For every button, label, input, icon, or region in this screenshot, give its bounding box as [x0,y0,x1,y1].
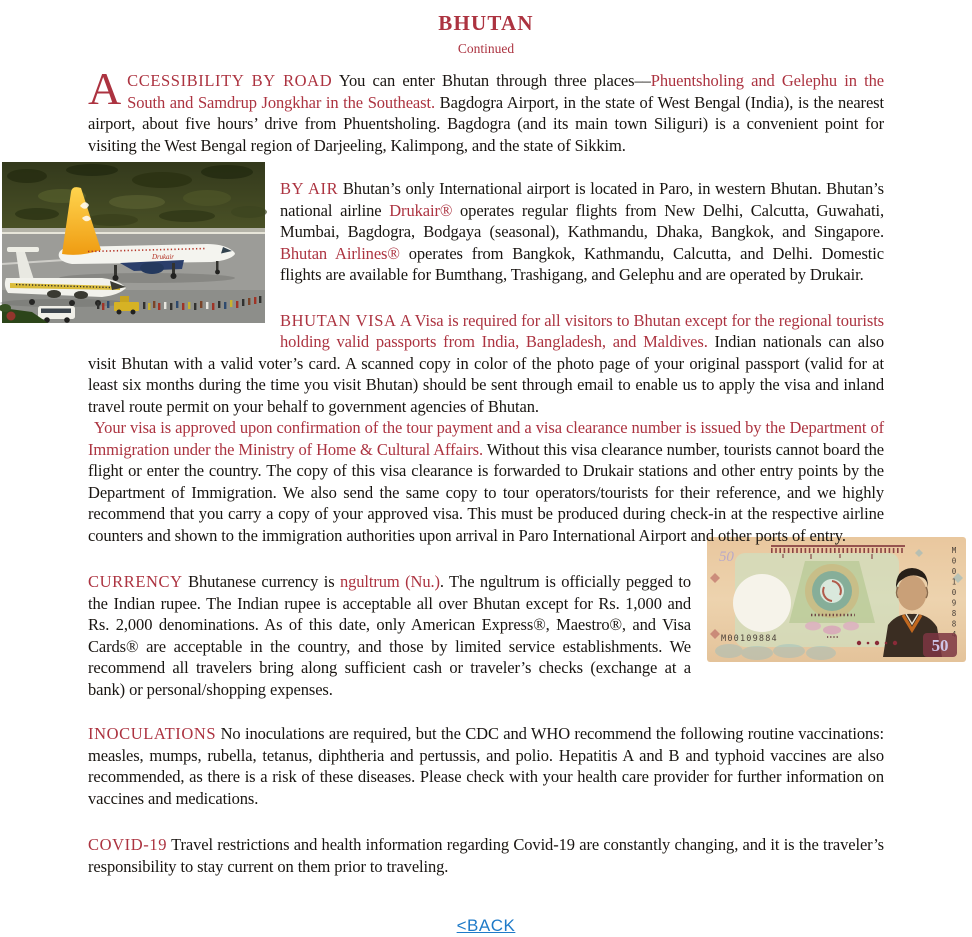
section-inoculations [88,723,884,809]
section-visa-clearance [88,417,884,546]
serial-number-vertical: M 0 0 1 0 9 8 8 [951,546,957,629]
retaining-wall [2,232,265,234]
section-heading-currency: CURRENCY [88,572,183,591]
air-body-1: Bhutan’s only International airport is located in Paro, in western Bhutan. Bhutan’s national airline [280,179,884,220]
air-body-3: operates from Bangkok, Kathmandu, Calcutta, and Delhi. Domestic flights are available for Bumthang, Trashigang, and Gelephu and are operated by Drukair. [280,243,884,284]
denomination-top-left: 50 [719,549,734,565]
visa-requirement-text: A Visa is required for all visitors to Bhutan except for the regional tourists holding valid passports from India, Bangladesh, and Maldives. [280,310,884,351]
inoculations-body: No inoculations are required, but the CDC and WHO recommend the following routine vaccinations: measles, mumps, rubella, tetanus, diphtheria and pertussis, and polio. Hepatitis A and B and typhoid vaccines are also recommended, as there is a risk of these diseases. Please check with your health care provider for further information on vaccines and medications. [88,724,884,808]
drukair-name: Drukair® [389,200,453,220]
section-heading-air: BY AIR [280,179,339,198]
covid-body: Travel restrictions and health information regarding Covid-19 are constantly changing, and it is the traveler’s responsibility to stay current on them prior to traveling. [88,835,884,876]
section-currency [88,546,957,700]
dropcap-letter: A [88,63,122,114]
page-subtitle: Continued [457,41,515,56]
airport-photo-graphic [2,162,265,323]
page-header [0,0,972,57]
aircraft-titles: Drukair [152,253,174,261]
section-covid19 [88,834,884,877]
section-heading-inoculations: INOCULATIONS [88,724,217,743]
hillside [2,162,267,230]
road-body-text: Bagdogra Airport, in the state of West Bengal (India), is the nearest airport, about five hours’ drive from Phuentsholing. Bagdogra (and its main town Siliguri) is a convenient point for visiting the West Bengal region of Darjeeling, Kalimpong, and the state of Sikkim. [88,92,884,155]
watermark-circle [733,574,791,632]
section-heading-visa: BHUTAN VISA [280,310,397,330]
visa-body-1: Indian nationals can also visit Bhutan with a valid voter’s card. A scanned copy in color of the photo page of your original passport (valid for at least six months during the time you visit Bhutan) should be sent through email to enable us to apply the visa and inland travel route permit on your behalf to government agencies of Bhutan. [88,332,884,416]
article-body [0,57,972,937]
road-lead-text: You can enter Bhutan through three places–– [332,71,651,90]
air-body-2: operates regular flights from New Delhi, Calcutta, Guwahati, Mumbai, Bagdogra, Bodgaya (seasonal), Kathmandu, Dhaka, Bangkok, and Singapore. [280,200,884,241]
back-link[interactable]: <BACK [456,916,516,935]
section-bhutan-visa [88,310,884,418]
denomination-value: 50 [931,636,949,655]
bhutan-airlines-name: Bhutan Airlines® [280,243,400,263]
currency-body-2: . The ngultrum is officially pegged to the Indian rupee. The Indian rupee is acceptable all over Bhutan except for Rs. 1,000 and Rs. 2,000 denominations. As of this date, only American Express®, Maestro®, and Visa Cards® are acceptable in the country, and those by limited service establishments. We recommend all travelers bring along sufficient cash or traveler’s checks (exchange at a bank) or personal/shopping expenses. [88,572,691,699]
page-title: BHUTAN [438,11,534,35]
serial-number-horizontal: M00109884 [721,634,778,644]
banknote-photo [707,537,966,662]
visa-confirmation-text: Your visa is approved upon confirmation of the tour payment and a visa clearance number is issued by the Department of Immigration under the Ministry of Home & Cultural Affairs. [88,418,884,459]
section-heading-covid19: COVID-19 [88,835,168,854]
currency-body-1: Bhutanese currency is [182,572,340,591]
section-heading-road: CCESSIBILITY BY ROAD [127,71,333,90]
ngultrum-name: ngultrum (Nu.) [339,572,440,591]
visa-body-2: Without this visa clearance number, tourists cannot board the flight or enter the country. The copy of this visa clearance is forwarded to Drukair stations and other entry points by the Department of Immigration. We also send the same copy to tour operators/tourists for their reference, and we highly recommend that you carry a copy of your approved visa. This must be produced during check-in at the respective airline counters and shown to the immigration authorities upon arrival in Paro International Airport and other ports of entry. [88,439,884,545]
footer-nav [88,915,884,937]
airport-photo [2,162,265,323]
banknote-graphic [707,537,966,662]
section-accessibility-by-road [88,63,884,156]
road-entry-points-text: Phuentsholing and Gelephu in the South and Samdrup Jongkhar in the Southeast. [127,71,884,112]
